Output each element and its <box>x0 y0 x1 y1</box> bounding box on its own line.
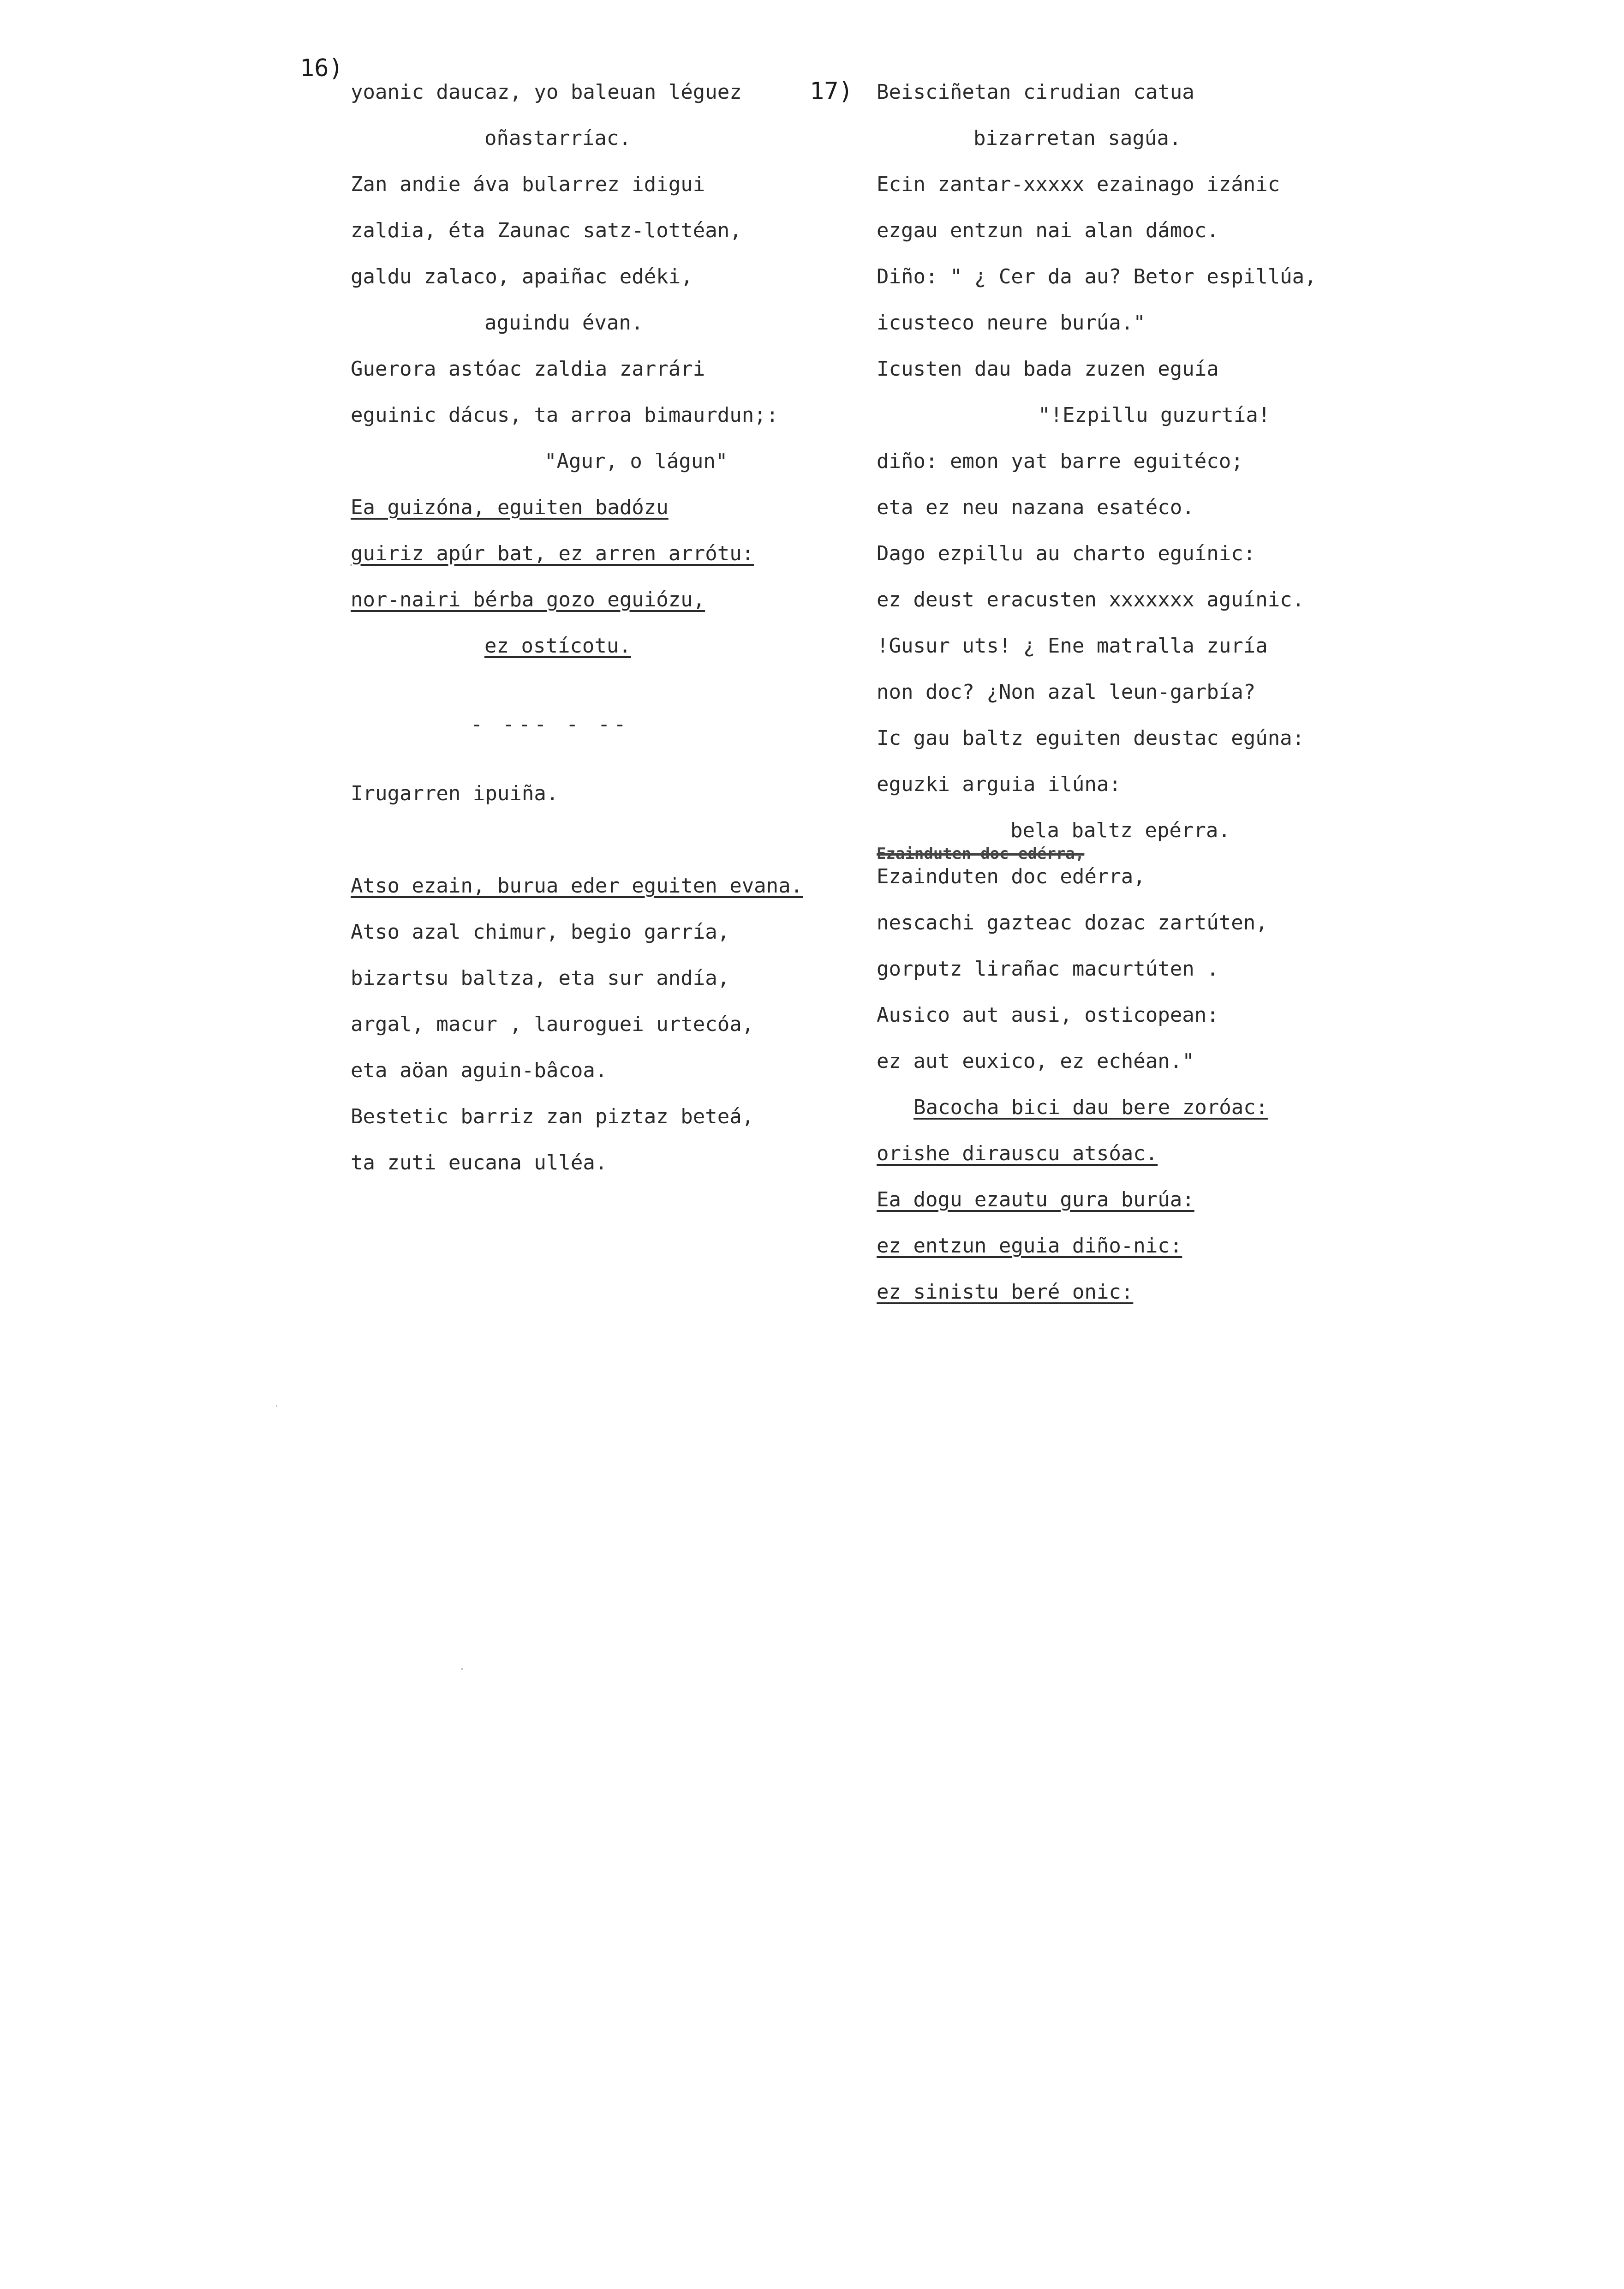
left-column <box>351 69 812 1186</box>
scan-speck <box>461 1668 463 1670</box>
poem-line: ezgau entzun nai alan dámoc. <box>877 219 1219 242</box>
poem-line: Zan andie áva bularrez idigui <box>351 173 705 196</box>
page-number-right: 17) <box>810 78 853 105</box>
poem-line: Ea guizóna, eguiten badózu <box>351 496 669 519</box>
poem-line: ez sinistu beré onic: <box>877 1280 1134 1304</box>
poem-line: "Agur, o lágun" <box>544 449 728 473</box>
poem-line: eguzki arguia ilúna: <box>877 773 1121 796</box>
poem-line: Ic gau baltz eguiten deustac egúna: <box>877 726 1305 750</box>
scan-speck <box>276 1405 277 1407</box>
poem-line: galdu zalaco, apaiñac edéki, <box>351 265 693 288</box>
poem-line: diño: emon yat barre eguitéco; <box>877 449 1243 473</box>
poem-line: yoanic daucaz, yo baleuan léguez <box>351 80 742 104</box>
section-title: Irugarren ipuiña. <box>351 782 559 805</box>
poem-line: Ausico aut ausi, osticopean: <box>877 1003 1219 1027</box>
poem-line: orishe dirauscu atsóac. <box>877 1142 1158 1165</box>
poem-line: Ecin zantar-xxxxx ezainago izánic <box>877 173 1280 196</box>
poem-line: ez entzun eguia diño-nic: <box>877 1234 1182 1258</box>
poem-line: Bacocha bici dau bere zoróac: <box>914 1096 1268 1119</box>
struck-out-line: Ezainduten doc edérra, <box>877 845 1085 863</box>
blank-line <box>351 669 812 715</box>
poem-line: Ezainduten doc edérra, <box>877 865 1146 888</box>
poem-line: aguindu évan. <box>484 311 644 335</box>
poem-line: ez ostícotu. <box>484 634 631 658</box>
section-divider: - --- - -- <box>471 713 630 736</box>
poem-line: Beisciñetan cirudian catua <box>877 80 1194 104</box>
poem-line: oñastarríac. <box>484 126 631 150</box>
poem-line: Ea dogu ezautu gura burúa: <box>877 1188 1194 1211</box>
poem-line: non doc? ¿Non azal leun-garbía? <box>877 680 1256 704</box>
poem-line: "!Ezpillu guzurtía! <box>1038 403 1271 427</box>
poem-line: Diño: " ¿ Cer da au? Betor espillúa, <box>877 265 1317 288</box>
poem-line: eguinic dácus, ta arroa bimaurdun;: <box>351 403 779 427</box>
poem-line: icusteco neure burúa." <box>877 311 1146 335</box>
poem-line: Dago ezpillu au charto eguínic: <box>877 542 1256 565</box>
poem-subtitle: Atso ezain, burua eder eguiten evana. <box>351 874 803 898</box>
poem-line: ez deust eracusten xxxxxxx aguínic. <box>877 588 1305 611</box>
right-column <box>877 69 1361 1315</box>
poem-line: guiriz apúr bat, ez arren arrótu: <box>351 542 754 565</box>
poem-line: !Gusur uts! ¿ Ene matralla zuría <box>877 634 1268 658</box>
poem-line: Guerora astóac zaldia zarrári <box>351 357 705 381</box>
poem-line: zaldia, éta Zaunac satz-lottéan, <box>351 219 742 242</box>
page-number-left: 16) <box>300 54 343 82</box>
poem-line: Bestetic barriz zan piztaz beteá, <box>351 1105 754 1128</box>
poem-line: argal, macur , lauroguei urtecóa, <box>351 1013 754 1036</box>
poem-line: Atso azal chimur, begio garría, <box>351 920 730 944</box>
poem-line: Icusten dau bada zuzen eguía <box>877 357 1219 381</box>
poem-line: ta zuti eucana ulléa. <box>351 1151 608 1174</box>
poem-line: eta aöan aguin-bâcoa. <box>351 1059 608 1082</box>
poem-line: nor-nairi bérba gozo eguiózu, <box>351 588 705 611</box>
poem-line: eta ez neu nazana esatéco. <box>877 496 1194 519</box>
blank-line <box>351 817 812 863</box>
poem-line: bela baltz epérra. <box>1010 819 1230 842</box>
poem-line: bizartsu baltza, eta sur andía, <box>351 966 730 990</box>
poem-line: gorputz lirañac macurtúten . <box>877 957 1219 981</box>
poem-line: bizarretan sagúa. <box>973 126 1182 150</box>
poem-line: nescachi gazteac dozac zartúten, <box>877 911 1268 935</box>
poem-line: ez aut euxico, ez echéan." <box>877 1049 1194 1073</box>
